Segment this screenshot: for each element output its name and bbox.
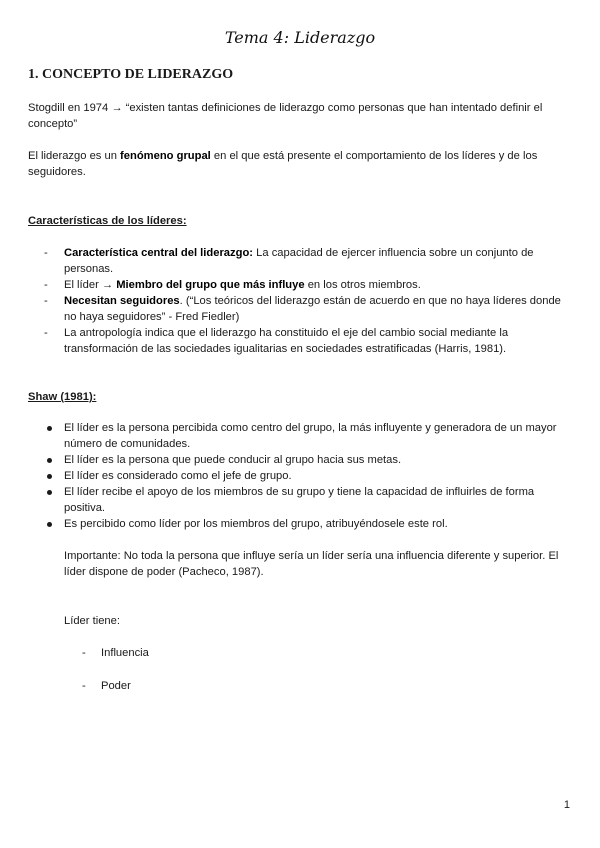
shaw-list (44, 420, 574, 532)
paragraph-text: El liderazgo es un (28, 150, 121, 162)
bold-term: fenómeno grupal (120, 150, 211, 162)
list-item: El líder recibe el apoyo de los miembros de su grupo y tiene la capacidad de influirles de forma positiva. (44, 484, 574, 516)
list-item: - Influencia (82, 645, 149, 678)
section-heading: 1. CONCEPTO DE LIDERAZGO (28, 67, 234, 82)
list-item: El líder es considerado como el jefe de grupo. (44, 468, 574, 484)
item-text: . (“Los teóricos del liderazgo están de acuerdo en que no haya líderes donde no haya seguidores” - Fred Fiedler) (64, 295, 561, 323)
list-item (44, 245, 574, 277)
shaw-heading: Shaw (1981): (28, 391, 97, 403)
list-item (44, 277, 574, 293)
list-item: - Poder (82, 678, 149, 711)
list-item (44, 293, 574, 325)
page-number: 1 (563, 799, 570, 811)
document-title: Tema 4: Liderazgo (224, 28, 376, 47)
caracteristicas-list (44, 245, 574, 357)
list-item: El líder es la persona que puede conducir al grupo hacia sus metas. (44, 452, 574, 468)
item-text: La capacidad de ejercer influencia sobre un conjunto de personas. (64, 247, 534, 275)
leader-has-label: Líder tiene: (64, 615, 120, 627)
leader-has-list (82, 645, 149, 711)
list-item: El líder es la persona percibida como centro del grupo, la más influyente y generadora de un mayor número de comunidades. (44, 420, 574, 452)
paragraph-text: en el que está presente el comportamiento de los líderes y de los seguidores. (28, 150, 538, 178)
bold-term: Característica central del liderazgo: (64, 247, 254, 259)
item-text: La antropología indica que el liderazgo ha constituido el eje del cambio social mediante la transformación de las sociedades igualitarias en sociedades estratificadas (Harris, 1981). (64, 327, 509, 355)
item-text: El líder → (64, 279, 117, 291)
stogdill-paragraph: Stogdill en 1974 → “existen tantas definiciones de liderazgo como personas que han intentado definir el concepto” (28, 102, 543, 130)
item-text: en los otros miembros. (304, 279, 421, 291)
caracteristicas-heading: Características de los líderes: (28, 215, 187, 227)
list-item (44, 325, 574, 357)
grupal-paragraph (28, 148, 568, 180)
important-note: Importante: No toda la persona que influye sería un líder sería una influencia diferente y superior. El líder dispone de poder (Pacheco, 1987). (64, 550, 559, 578)
list-item: Es percibido como líder por los miembros del grupo, atribuyéndosele este rol. (44, 516, 574, 532)
bold-term: Miembro del grupo que más influye (116, 279, 305, 291)
bold-term: Necesitan seguidores (64, 295, 180, 307)
